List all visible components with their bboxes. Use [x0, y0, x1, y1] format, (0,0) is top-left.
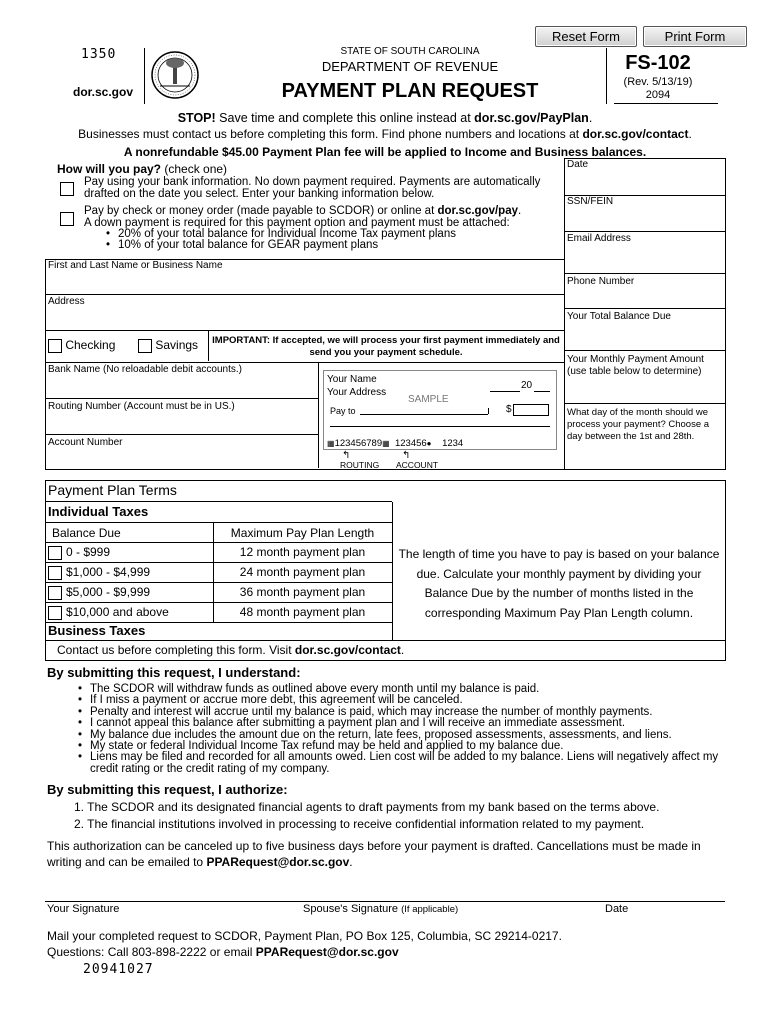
- important-notice: IMPORTANT: If accepted, we will process your first payment immediately and send you your payment schedule.: [212, 335, 560, 358]
- checking-label: Checking: [65, 338, 116, 352]
- payplan-link[interactable]: dor.sc.gov/PayPlan: [474, 111, 589, 125]
- header-underline: [614, 103, 718, 104]
- micr-account: 123456: [394, 438, 427, 449]
- revision-date: (Rev. 5/13/19): [623, 76, 693, 88]
- fee-notice: A nonrefundable $45.00 Payment Plan fee will be applied to Income and Business balances.: [123, 145, 647, 159]
- pay-method-question: [57, 162, 227, 176]
- name-input[interactable]: [46, 273, 562, 293]
- ssn-input[interactable]: [565, 208, 724, 230]
- state-seal-logo: [150, 50, 200, 100]
- account-arrow-icon: ↰: [402, 450, 411, 461]
- pay-question: How will you pay?: [57, 162, 162, 176]
- balance-tier: 0 - $999: [66, 545, 111, 559]
- address-input[interactable]: [46, 309, 562, 329]
- field-divider: [45, 294, 564, 295]
- bank-draft-checkbox[interactable]: [60, 182, 74, 196]
- check-date-line: [534, 391, 550, 392]
- balance-due-header: Balance Due: [52, 526, 121, 540]
- account-caption: ACCOUNT: [396, 460, 439, 470]
- table-rule: [392, 502, 393, 640]
- micr-symbol-icon: ▦: [382, 439, 390, 448]
- total-balance-input[interactable]: [565, 323, 724, 349]
- balance-tier: $5,000 - $9,999: [66, 585, 151, 599]
- check-option-end: .: [518, 205, 522, 217]
- field-divider: [564, 308, 725, 309]
- signature-date-label: Date: [605, 903, 629, 915]
- monthly-payment-input[interactable]: [565, 380, 724, 402]
- checking-checkbox[interactable]: [48, 339, 62, 353]
- business-taxes-note: [57, 643, 404, 657]
- business-contact-link[interactable]: dor.sc.gov/contact: [294, 643, 401, 657]
- list-item: • Liens may be filed and recorded for all amounts owed. Lien cost will be added to my balance. Liens will negatively affect my credit rating or the credit rating of my company.: [74, 752, 734, 775]
- savings-checkbox[interactable]: [138, 339, 152, 353]
- check-money-order-checkbox[interactable]: [60, 212, 74, 226]
- table-row: [45, 563, 392, 583]
- business-end: .: [688, 127, 692, 141]
- signature-date-input[interactable]: [597, 880, 723, 900]
- website-label: dor.sc.gov: [73, 85, 134, 99]
- check-pay-to: Pay to: [330, 406, 356, 416]
- reset-form-button[interactable]: Reset Form: [535, 26, 637, 47]
- field-divider: [45, 330, 564, 331]
- list-item: • Penalty and interest will accrue until my balance is paid, which may increase the number of monthly payments.: [74, 707, 734, 718]
- balance-tier-checkbox[interactable]: [48, 546, 62, 560]
- field-divider: [564, 231, 725, 232]
- ssn-field-label: SSN/FEIN: [567, 196, 614, 207]
- cancellation-notice: [47, 838, 727, 870]
- plan-length: 24 month payment plan: [239, 565, 366, 579]
- micr-symbol-icon: ●: [426, 439, 432, 448]
- contact-link[interactable]: dor.sc.gov/contact: [582, 127, 689, 141]
- field-divider: [318, 362, 319, 468]
- email-field-label: Email Address: [567, 233, 631, 244]
- state-name: STATE OF SOUTH CAROLINA: [340, 46, 480, 57]
- bank-draft-option: Pay using your bank information. No down payment required. Payments are automatically drafted on the date you select. Enter your banking information below.: [84, 176, 541, 200]
- routing-arrow-icon: ↰: [342, 450, 351, 461]
- balance-tier-checkbox[interactable]: [48, 606, 62, 620]
- pay-question-hint: (check one): [161, 162, 228, 176]
- max-length-header: Maximum Pay Plan Length: [230, 526, 375, 540]
- table-rule: [45, 640, 725, 641]
- balance-tier: $10,000 and above: [66, 605, 169, 619]
- signature-line: [45, 901, 725, 902]
- bank-name-input[interactable]: [46, 376, 316, 396]
- questions-email-link[interactable]: PPARequest@dor.sc.gov: [255, 945, 399, 959]
- check-year: 20: [521, 380, 533, 391]
- pay-link[interactable]: dor.sc.gov/pay: [437, 205, 518, 217]
- field-divider: [45, 398, 318, 399]
- understand-list: [74, 684, 734, 775]
- field-divider: [208, 331, 209, 361]
- plan-length: 36 month payment plan: [239, 585, 366, 599]
- phone-input[interactable]: [565, 289, 724, 307]
- understand-heading: By submitting this request, I understand:: [47, 665, 301, 680]
- header-divider-left: [144, 48, 145, 104]
- cancellation-end: .: [349, 855, 353, 869]
- field-divider: [45, 362, 564, 363]
- stop-notice: [0, 111, 770, 125]
- down-payment-bullet: • 10% of your total balance for GEAR payment plans: [102, 240, 564, 251]
- your-signature-input[interactable]: [45, 880, 295, 900]
- business-taxes-text: Contact us before completing this form. Visit: [57, 643, 295, 657]
- authorize-item: 1. The SCDOR and its designated financial agents to draft payments from my bank based on the terms above.: [74, 800, 660, 814]
- list-item: • If I miss a payment or accrue more debt, this agreement will be canceled.: [74, 695, 734, 706]
- check-sample-watermark: SAMPLE: [408, 394, 449, 405]
- form-code-bottom: 20941027: [83, 962, 154, 977]
- authorize-heading: By submitting this request, I authorize:: [47, 782, 288, 797]
- routing-caption: ROUTING: [340, 460, 380, 470]
- form-number: FS-102: [625, 52, 691, 74]
- form-code: 2094: [645, 89, 671, 101]
- check-amount-line: [330, 426, 550, 427]
- spouse-signature-hint: (If applicable): [401, 904, 459, 915]
- micr-routing: 123456789: [334, 438, 383, 449]
- down-payment-bullet: • 20% of your total balance for Individual Income Tax payment plans: [102, 229, 564, 240]
- business-notice: [0, 127, 770, 141]
- plan-length-explanation: The length of time you have to pay is based on your balance due. Calculate your monthly payment by dividing your Balance Due by the number of months listed in the corresponding Maximum Pay Plan Length column.: [398, 547, 720, 620]
- balance-tier: $1,000 - $4,999: [66, 565, 151, 579]
- check-your-name: Your Name: [327, 374, 377, 385]
- cancellation-text: This authorization can be canceled up to five business days before your payment is drafted. Cancellations must be made in writing and can be emailed to: [47, 839, 701, 869]
- business-text: Businesses must contact us before completing this form. Find phone numbers and locations at: [78, 127, 583, 141]
- email-input[interactable]: [565, 246, 724, 272]
- table-row: [45, 583, 392, 603]
- check-payee-line: [360, 414, 488, 415]
- payment-day-label: What day of the month should we process your payment? Choose a day between the 1st and 28th.: [567, 407, 710, 442]
- stop-text: Save time and complete this online instead at: [215, 111, 475, 125]
- date-input[interactable]: [565, 172, 724, 194]
- page-title: PAYMENT PLAN REQUEST: [281, 80, 539, 102]
- address-field-label: Address: [48, 296, 85, 307]
- check-option: [84, 206, 564, 252]
- field-divider: [564, 273, 725, 274]
- plan-length: 12 month payment plan: [239, 545, 366, 559]
- savings-label: Savings: [155, 338, 199, 352]
- balance-tier-checkbox[interactable]: [48, 586, 62, 600]
- questions-line: [47, 945, 399, 959]
- mail-instructions: Mail your completed request to SCDOR, Payment Plan, PO Box 125, Columbia, SC 29214-0217.: [47, 929, 562, 943]
- spouse-signature-label: [303, 903, 458, 915]
- your-signature-label: Your Signature: [47, 903, 120, 915]
- table-row: [45, 543, 392, 563]
- check-dollar-sign: $: [506, 404, 512, 415]
- field-divider: [564, 350, 725, 351]
- check-your-address: Your Address: [327, 387, 387, 398]
- stop-word: STOP!: [177, 111, 216, 125]
- list-item: • The SCDOR will withdraw funds as outlined above every month until my balance is paid.: [74, 684, 734, 695]
- check-amount-box: [513, 404, 549, 416]
- monthly-payment-label: Your Monthly Payment Amount (use table below to determine): [567, 354, 704, 377]
- table-rule: [45, 501, 392, 502]
- spouse-signature-text: Spouse's Signature: [303, 903, 399, 915]
- table-rule: [45, 522, 392, 523]
- ppa-email-link[interactable]: PPARequest@dor.sc.gov: [206, 855, 350, 869]
- date-field-label: Date: [567, 159, 589, 170]
- payment-terms-title: Payment Plan Terms: [48, 482, 177, 498]
- business-taxes-end: .: [400, 643, 405, 657]
- individual-taxes-heading: Individual Taxes: [48, 504, 149, 519]
- stop-end: .: [588, 111, 593, 125]
- questions-text: Questions: Call 803-898-2222 or email: [47, 945, 256, 959]
- bank-name-label: Bank Name (No reloadable debit accounts.): [48, 364, 242, 375]
- routing-number-label: Routing Number (Account must be in US.): [48, 401, 235, 412]
- balance-tier-checkbox[interactable]: [48, 566, 62, 580]
- account-number-label: Account Number: [48, 437, 123, 448]
- checking-option[interactable]: [48, 338, 115, 353]
- total-balance-label: Your Total Balance Due: [567, 311, 671, 322]
- check-option-text: Pay by check or money order (made payable to SCDOR) or online at: [84, 205, 438, 217]
- phone-field-label: Phone Number: [567, 276, 635, 287]
- account-number-input[interactable]: [46, 449, 316, 467]
- field-divider: [45, 434, 318, 435]
- header-divider-right: [606, 48, 607, 104]
- business-taxes-heading: Business Taxes: [48, 623, 146, 638]
- down-payment-note: A down payment is required for this payment option and payment must be attached:: [84, 216, 510, 229]
- micr-symbol-icon: ▦: [327, 439, 335, 448]
- table-row: [45, 603, 392, 623]
- field-divider: [564, 403, 725, 404]
- name-field-label: First and Last Name or Business Name: [48, 260, 223, 271]
- authorize-item: 2. The financial institutions involved in processing to receive confidential information related to my payment.: [74, 817, 645, 831]
- department-name: DEPARTMENT OF REVENUE: [321, 59, 499, 74]
- routing-number-input[interactable]: [46, 413, 316, 433]
- check-payee-line-end: [488, 408, 489, 414]
- plan-length: 48 month payment plan: [239, 605, 366, 619]
- form-code-top: 1350: [81, 47, 117, 62]
- savings-option[interactable]: [138, 338, 198, 353]
- check-micr-line: [327, 438, 463, 449]
- micr-check-number: 1234: [442, 438, 464, 449]
- list-item: • I cannot appeal this balance after submitting a payment plan and I will receive an immediate assessment.: [74, 718, 734, 729]
- list-item: • My state or federal Individual Income Tax refund may be held and applied to my balance due.: [74, 741, 734, 752]
- print-form-button[interactable]: Print Form: [643, 26, 747, 47]
- spouse-signature-input[interactable]: [300, 880, 590, 900]
- list-item: • My balance due includes the amount due on the return, late fees, proposed assessments, assessments, and liens.: [74, 730, 734, 741]
- check-date-line: [490, 391, 520, 392]
